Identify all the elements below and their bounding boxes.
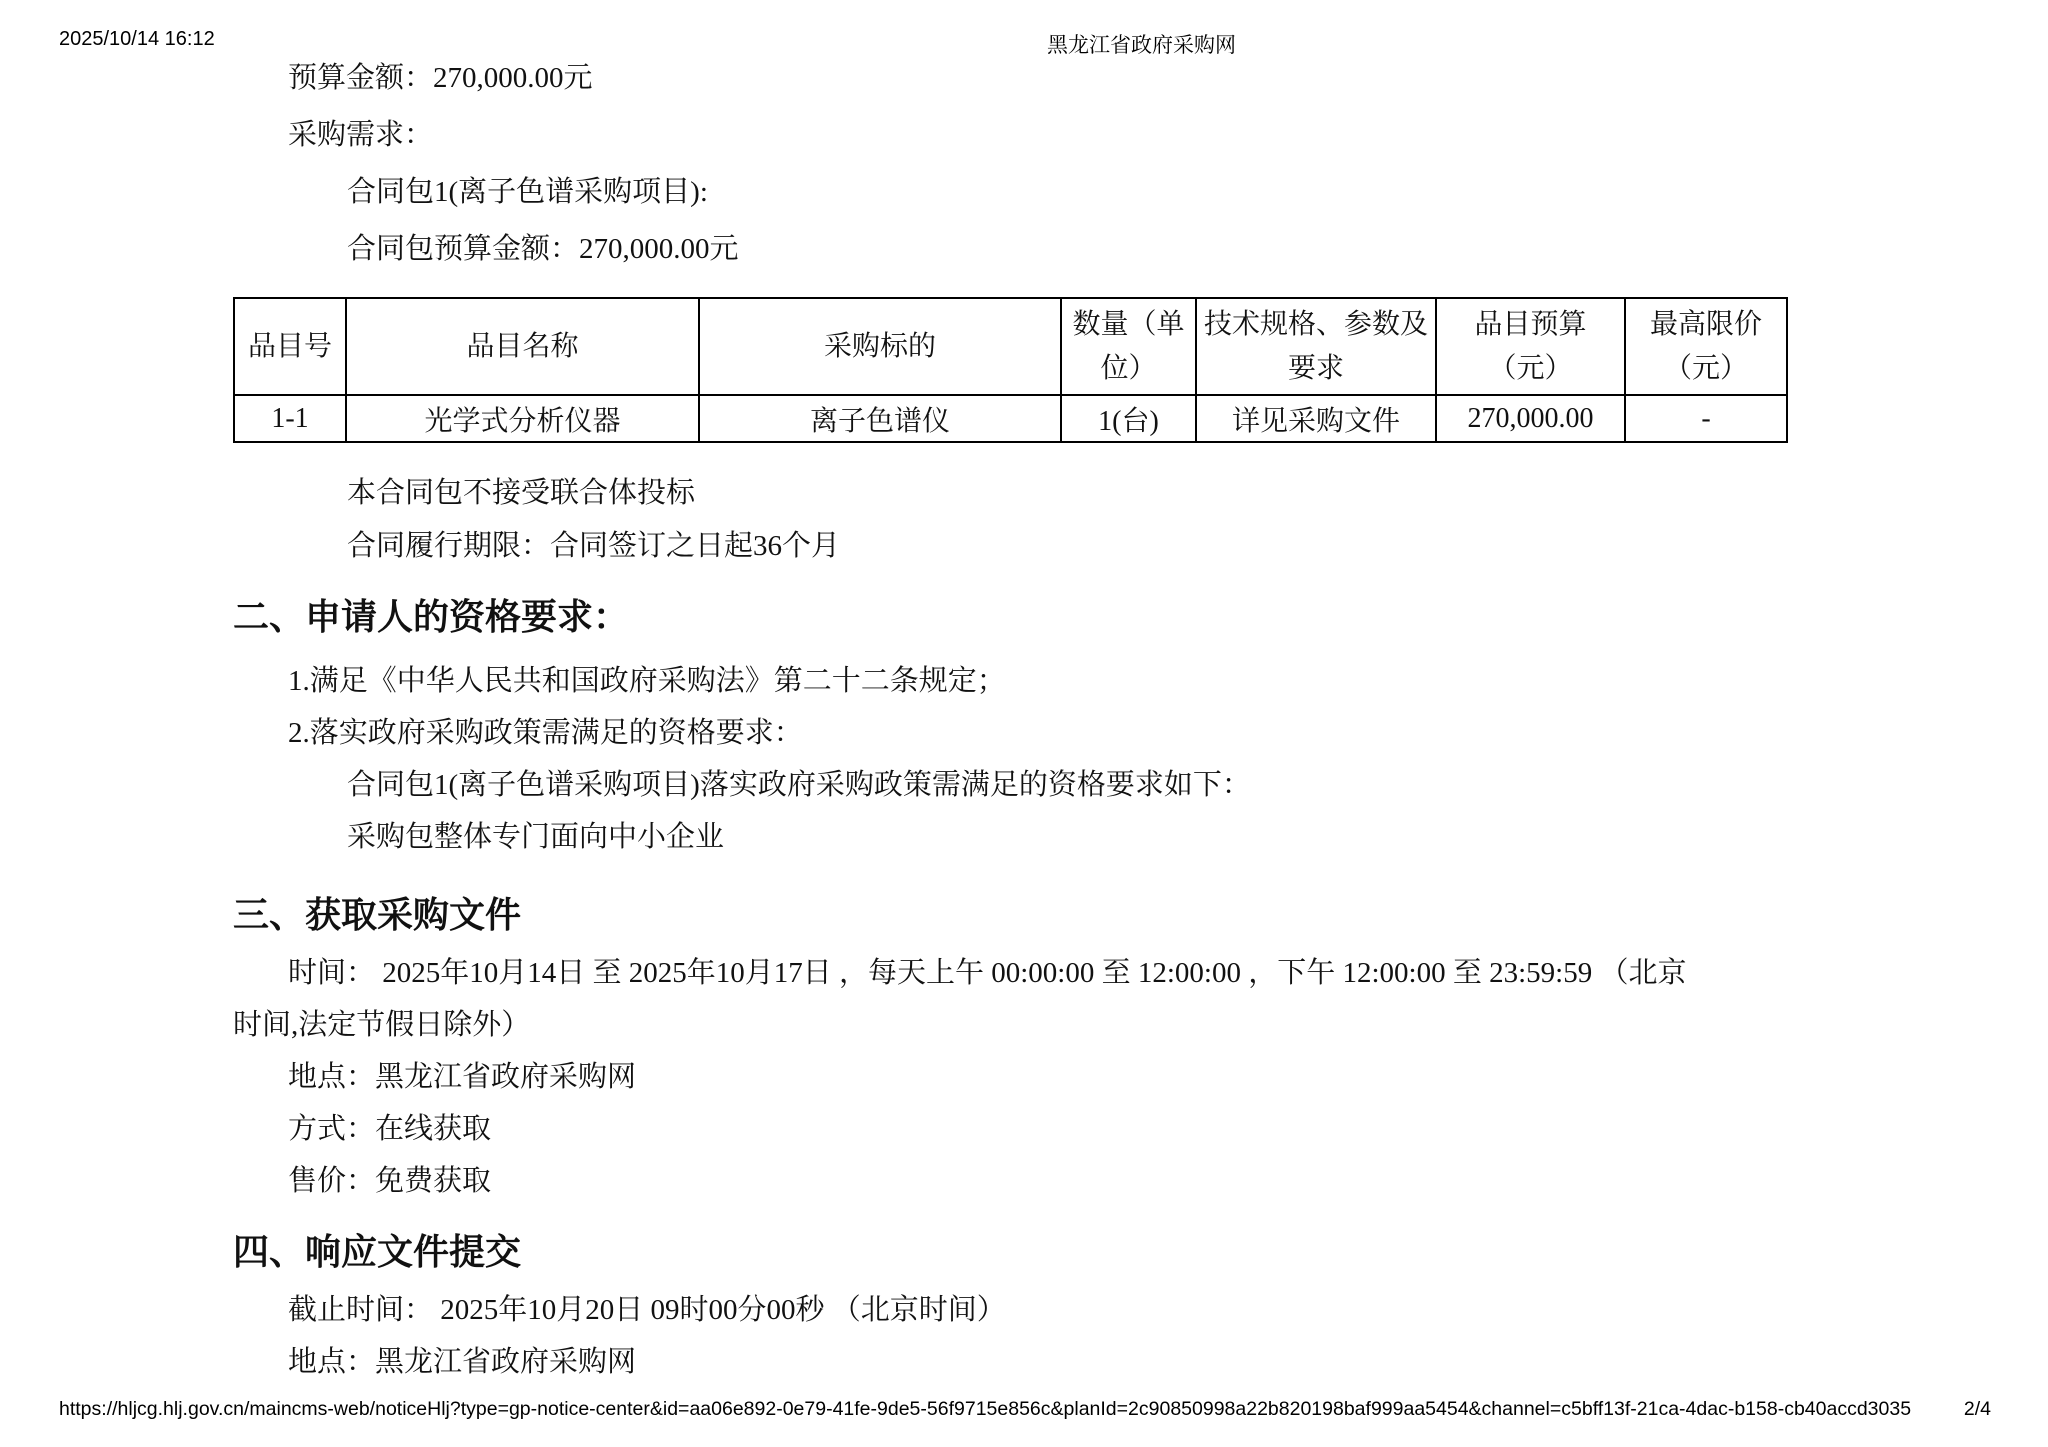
print-site-title: 黑龙江省政府采购网 [1047, 34, 1236, 57]
section-title-response-submission: 四、响应文件提交 [233, 1232, 522, 1272]
cell-budget: 270,000.00 [1436, 395, 1625, 442]
cell-target: 离子色谱仪 [699, 395, 1061, 442]
col-header-target: 采购标的 [699, 298, 1061, 395]
table-row [234, 395, 1787, 442]
deadline-line: 截止时间： 2025年10月20日 09时00分00秒 （北京时间） [288, 1294, 1006, 1326]
col-header-budget: 品目预算（元） [1436, 298, 1625, 395]
contract-period-line: 合同履行期限：合同签订之日起36个月 [347, 530, 841, 562]
document-content [233, 50, 1838, 1388]
qualification-rule-1: 1.满足《中华人民共和国政府采购法》第二十二条规定； [288, 665, 1006, 697]
col-header-quantity: 数量（单位） [1061, 298, 1196, 395]
submission-location-line: 地点：黑龙江省政府采购网 [288, 1346, 637, 1378]
print-footer-page-indicator: 2/4 [1963, 1398, 1991, 1420]
budget-intro-block [233, 50, 1838, 278]
cell-quantity: 1(台) [1061, 395, 1196, 442]
obtain-location-line: 地点：黑龙江省政府采购网 [288, 1061, 637, 1093]
procurement-items-table [233, 297, 1788, 443]
budget-amount-line: 预算金额：270,000.00元 [288, 62, 593, 94]
table-header-row [234, 298, 1787, 395]
print-datetime: 2025/10/14 16:12 [59, 28, 215, 50]
cell-item-no: 1-1 [234, 395, 346, 442]
section-title-qualification: 二、申请人的资格要求： [233, 597, 630, 637]
obtain-method-line: 方式：在线获取 [288, 1113, 492, 1145]
print-footer-url: https://hljcg.hlj.gov.cn/maincms-web/noticeHlj?type=gp-notice-center&id=aa06e892-0e79-41fe-9de5-56f9715e856c&planId=2c90850998a22b820198baf999aa5454&channel=c5bff13f-21ca-4dac-b158-cb40accd3035 [59, 1398, 1912, 1420]
package-policy-line: 合同包1(离子色谱采购项目)落实政府采购政策需满足的资格要求如下： [347, 769, 1251, 801]
section-qualification-body [233, 655, 1838, 863]
no-consortium-line: 本合同包不接受联合体投标 [347, 477, 696, 509]
post-table-notes [233, 467, 1838, 573]
procurement-demand-label: 采购需求： [288, 119, 434, 151]
obtain-price-line: 售价：免费获取 [288, 1165, 492, 1197]
cell-spec: 详见采购文件 [1196, 395, 1436, 442]
section-response-submission-body [233, 1284, 1838, 1388]
qualification-rule-2: 2.落实政府采购政策需满足的资格要求： [288, 717, 803, 749]
sme-oriented-line: 采购包整体专门面向中小企业 [347, 821, 725, 853]
package-budget-line: 合同包预算金额：270,000.00元 [347, 233, 739, 265]
cell-item-name: 光学式分析仪器 [346, 395, 699, 442]
section-obtain-documents-body [233, 947, 1838, 1207]
col-header-item-no: 品目号 [234, 298, 346, 395]
cell-price-cap: - [1625, 395, 1787, 442]
col-header-spec: 技术规格、参数及要求 [1196, 298, 1436, 395]
print-footer [59, 1398, 1991, 1421]
obtain-time-line-2: 时间,法定节假日除外） [233, 1009, 531, 1041]
section-title-obtain-documents: 三、获取采购文件 [233, 895, 522, 935]
col-header-item-name: 品目名称 [346, 298, 699, 395]
col-header-price-cap: 最高限价（元） [1625, 298, 1787, 395]
contract-package-line: 合同包1(离子色谱采购项目): [347, 176, 708, 208]
obtain-time-line-1: 时间： 2025年10月14日 至 2025年10月17日 ，每天上午 00:00:00 至 12:00:00 ，下午 12:00:00 至 23:59:59 （北京 [288, 957, 1687, 989]
